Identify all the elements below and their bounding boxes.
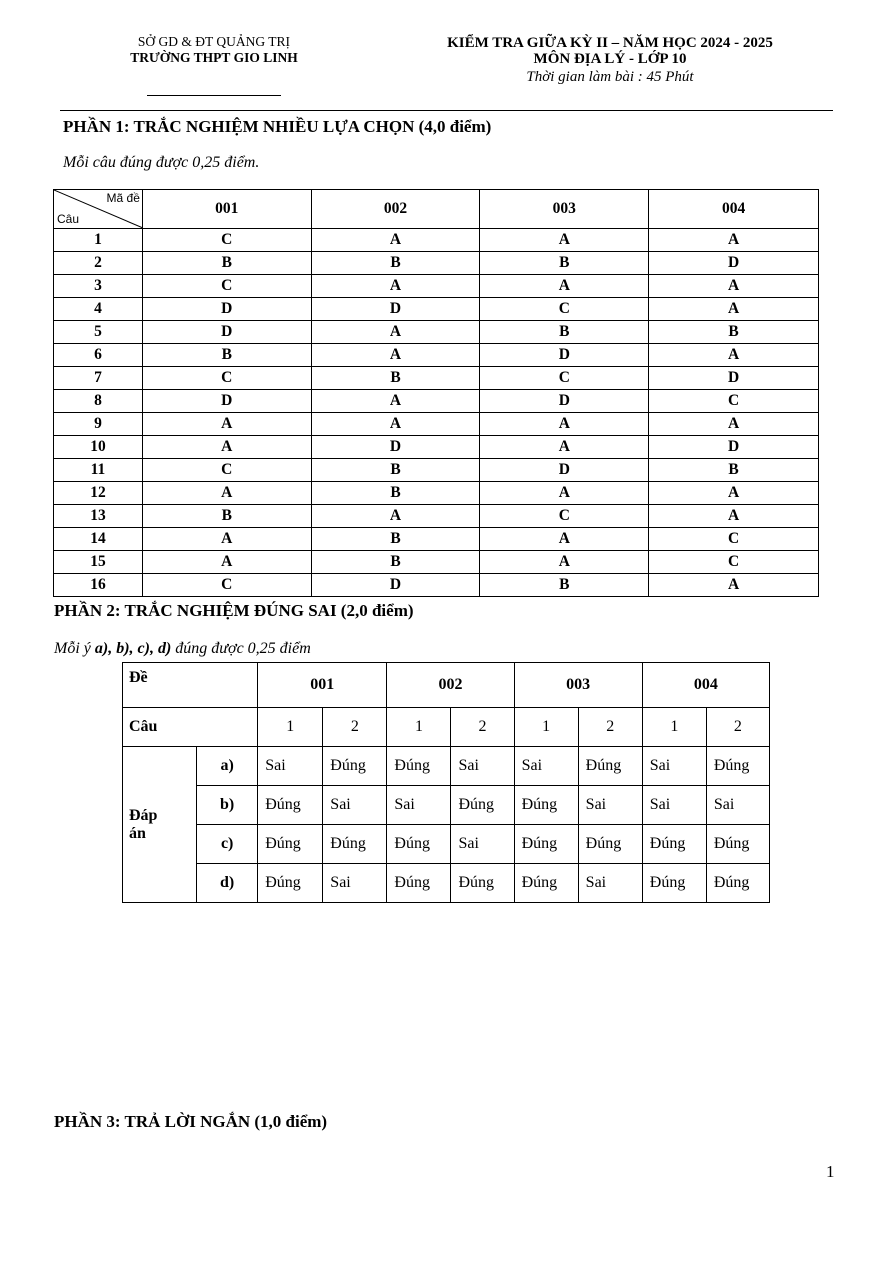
- item-label: d): [197, 864, 258, 903]
- answer-cell: A: [311, 229, 480, 252]
- true-false-cell: Sai: [323, 864, 387, 903]
- answer-cell: A: [142, 436, 311, 459]
- part2-answer-row: [123, 864, 770, 903]
- part3-title: PHẦN 3: TRẢ LỜI NGẮN (1,0 điểm): [54, 1112, 328, 1131]
- part2-question-row: [123, 708, 770, 747]
- school-underline: [147, 95, 281, 96]
- answer-cell: A: [142, 482, 311, 505]
- true-false-cell: Đúng: [258, 825, 323, 864]
- true-false-cell: Đúng: [578, 747, 642, 786]
- true-false-cell: Đúng: [706, 864, 769, 903]
- answer-cell: A: [311, 275, 480, 298]
- question-number: 9: [54, 413, 143, 436]
- true-false-cell: Sai: [578, 786, 642, 825]
- answer-cell: A: [649, 275, 819, 298]
- question-number: 1: [642, 708, 706, 747]
- question-number: 10: [54, 436, 143, 459]
- exam-time: Thời gian làm bài : 45 Phút: [526, 69, 694, 85]
- answer-cell: B: [480, 321, 649, 344]
- question-number: 2: [706, 708, 769, 747]
- part1-row: [54, 574, 819, 597]
- question-number: 2: [54, 252, 143, 275]
- answer-cell: A: [649, 344, 819, 367]
- department-name: SỞ GD & ĐT QUẢNG TRỊ: [137, 34, 291, 49]
- part2-code-row: [123, 663, 770, 708]
- answer-cell: B: [311, 459, 480, 482]
- part1-row: [54, 505, 819, 528]
- question-number: 2: [323, 708, 387, 747]
- answer-cell: B: [311, 367, 480, 390]
- code-004: 004: [642, 663, 769, 708]
- question-number: 13: [54, 505, 143, 528]
- answer-cell: B: [480, 252, 649, 275]
- part1-row: [54, 344, 819, 367]
- answer-cell: D: [311, 298, 480, 321]
- part1-row: [54, 367, 819, 390]
- answer-cell: C: [649, 528, 819, 551]
- part1-row: [54, 482, 819, 505]
- true-false-cell: Sai: [642, 747, 706, 786]
- answer-cell: D: [480, 344, 649, 367]
- true-false-cell: Đúng: [258, 864, 323, 903]
- answer-cell: C: [480, 505, 649, 528]
- answer-cell: B: [649, 459, 819, 482]
- part2-note: [54, 640, 311, 658]
- school-name: TRƯỜNG THPT GIO LINH: [130, 50, 298, 65]
- question-number: 2: [578, 708, 642, 747]
- code-header-003: 003: [480, 190, 649, 229]
- corner-cell: [54, 190, 143, 229]
- part1-row: [54, 551, 819, 574]
- question-number: 8: [54, 390, 143, 413]
- answer-cell: A: [480, 275, 649, 298]
- answer-cell: A: [480, 551, 649, 574]
- true-false-cell: Đúng: [642, 825, 706, 864]
- part1-row: [54, 321, 819, 344]
- answer-cell: A: [480, 528, 649, 551]
- code-003: 003: [514, 663, 642, 708]
- answer-cell: C: [649, 390, 819, 413]
- label-dap-an: Đáp án: [123, 747, 197, 903]
- answer-cell: A: [649, 574, 819, 597]
- school-header: [108, 34, 320, 66]
- question-number: 14: [54, 528, 143, 551]
- part2-title: PHẦN 2: TRẮC NGHIỆM ĐÚNG SAI (2,0 điểm): [54, 601, 414, 620]
- answer-cell: D: [649, 436, 819, 459]
- corner-label-code: Mã đề: [106, 191, 140, 205]
- question-number: 12: [54, 482, 143, 505]
- true-false-cell: Đúng: [514, 786, 578, 825]
- part2-note-prefix: Mỗi ý: [54, 640, 95, 657]
- answer-cell: D: [142, 298, 311, 321]
- answer-cell: A: [142, 528, 311, 551]
- code-header-001: 001: [142, 190, 311, 229]
- true-false-cell: Sai: [451, 747, 514, 786]
- part1-row: [54, 436, 819, 459]
- header-divider: [60, 110, 833, 111]
- true-false-cell: Đúng: [323, 747, 387, 786]
- exam-subject: MÔN ĐỊA LÝ - LỚP 10: [533, 51, 687, 67]
- answer-cell: D: [480, 390, 649, 413]
- answer-cell: A: [142, 551, 311, 574]
- part2-answer-row: [123, 747, 770, 786]
- true-false-cell: Sai: [706, 786, 769, 825]
- answer-cell: C: [480, 298, 649, 321]
- answer-cell: C: [142, 459, 311, 482]
- answer-cell: A: [311, 413, 480, 436]
- answer-cell: A: [311, 505, 480, 528]
- true-false-cell: Sai: [578, 864, 642, 903]
- answer-cell: D: [311, 436, 480, 459]
- part1-row: [54, 413, 819, 436]
- question-number: 1: [54, 229, 143, 252]
- question-number: 1: [258, 708, 323, 747]
- answer-cell: C: [142, 229, 311, 252]
- item-label: b): [197, 786, 258, 825]
- answer-cell: A: [649, 413, 819, 436]
- answer-cell: A: [480, 229, 649, 252]
- true-false-cell: Đúng: [323, 825, 387, 864]
- true-false-cell: Sai: [387, 786, 451, 825]
- true-false-cell: Đúng: [642, 864, 706, 903]
- answer-cell: A: [311, 321, 480, 344]
- part2-answer-table: [122, 662, 770, 903]
- question-number: 4: [54, 298, 143, 321]
- code-header-004: 004: [649, 190, 819, 229]
- part1-row: [54, 275, 819, 298]
- part2-answer-row: [123, 825, 770, 864]
- answer-cell: B: [311, 528, 480, 551]
- answer-cell: B: [480, 574, 649, 597]
- answer-cell: C: [142, 367, 311, 390]
- corner-label-question: Câu: [57, 212, 80, 226]
- answer-cell: A: [480, 436, 649, 459]
- true-false-cell: Sai: [451, 825, 514, 864]
- true-false-cell: Đúng: [387, 747, 451, 786]
- answer-cell: B: [142, 252, 311, 275]
- true-false-cell: Sai: [642, 786, 706, 825]
- answer-cell: A: [311, 344, 480, 367]
- question-number: 16: [54, 574, 143, 597]
- item-label: c): [197, 825, 258, 864]
- true-false-cell: Đúng: [706, 747, 769, 786]
- question-number: 11: [54, 459, 143, 482]
- true-false-cell: Đúng: [514, 864, 578, 903]
- part1-row: [54, 459, 819, 482]
- part1-title: PHẦN 1: TRẮC NGHIỆM NHIỀU LỰA CHỌN (4,0 điểm): [63, 117, 492, 136]
- answer-cell: A: [649, 505, 819, 528]
- page-number: 1: [826, 1162, 835, 1181]
- part1-row: [54, 528, 819, 551]
- true-false-cell: Đúng: [387, 864, 451, 903]
- answer-cell: C: [142, 574, 311, 597]
- part1-row: [54, 229, 819, 252]
- answer-cell: B: [311, 252, 480, 275]
- part1-header-row: [54, 190, 819, 229]
- question-number: 3: [54, 275, 143, 298]
- answer-cell: A: [480, 413, 649, 436]
- answer-cell: B: [649, 321, 819, 344]
- code-002: 002: [387, 663, 514, 708]
- part1-answer-table: [53, 189, 819, 597]
- question-number: 1: [387, 708, 451, 747]
- true-false-cell: Đúng: [387, 825, 451, 864]
- true-false-cell: Đúng: [514, 825, 578, 864]
- true-false-cell: Đúng: [578, 825, 642, 864]
- answer-cell: A: [649, 298, 819, 321]
- answer-cell: C: [480, 367, 649, 390]
- answer-cell: B: [311, 551, 480, 574]
- question-number: 15: [54, 551, 143, 574]
- answer-cell: A: [649, 482, 819, 505]
- part1-note: Mỗi câu đúng được 0,25 điểm.: [63, 154, 260, 171]
- question-number: 1: [514, 708, 578, 747]
- item-label: a): [197, 747, 258, 786]
- part2-note-items: a), b), c), d): [94, 640, 172, 657]
- answer-cell: D: [311, 574, 480, 597]
- answer-cell: A: [649, 229, 819, 252]
- question-number: 6: [54, 344, 143, 367]
- answer-cell: C: [142, 275, 311, 298]
- true-false-cell: Đúng: [451, 864, 514, 903]
- answer-cell: D: [649, 367, 819, 390]
- answer-cell: B: [142, 505, 311, 528]
- answer-cell: D: [142, 321, 311, 344]
- answer-cell: A: [311, 390, 480, 413]
- question-number: 5: [54, 321, 143, 344]
- part1-row: [54, 390, 819, 413]
- answer-cell: A: [480, 482, 649, 505]
- true-false-cell: Đúng: [706, 825, 769, 864]
- question-number: 7: [54, 367, 143, 390]
- exam-header: [400, 35, 820, 85]
- true-false-cell: Sai: [514, 747, 578, 786]
- answer-cell: B: [142, 344, 311, 367]
- true-false-cell: Đúng: [451, 786, 514, 825]
- question-number: 2: [451, 708, 514, 747]
- label-cau: Câu: [123, 708, 258, 747]
- answer-cell: C: [649, 551, 819, 574]
- part1-row: [54, 298, 819, 321]
- answer-cell: B: [311, 482, 480, 505]
- answer-cell: A: [142, 413, 311, 436]
- answer-cell: D: [480, 459, 649, 482]
- part2-answer-row: [123, 786, 770, 825]
- code-header-002: 002: [311, 190, 480, 229]
- answer-cell: D: [649, 252, 819, 275]
- true-false-cell: Đúng: [258, 786, 323, 825]
- part2-note-suffix: đúng được 0,25 điểm: [171, 640, 311, 657]
- true-false-cell: Sai: [323, 786, 387, 825]
- code-001: 001: [258, 663, 387, 708]
- answer-cell: D: [142, 390, 311, 413]
- exam-title: KIỂM TRA GIỮA KỲ II – NĂM HỌC 2024 - 2025: [447, 35, 773, 51]
- true-false-cell: Sai: [258, 747, 323, 786]
- part1-row: [54, 252, 819, 275]
- label-de: Đề: [123, 663, 258, 708]
